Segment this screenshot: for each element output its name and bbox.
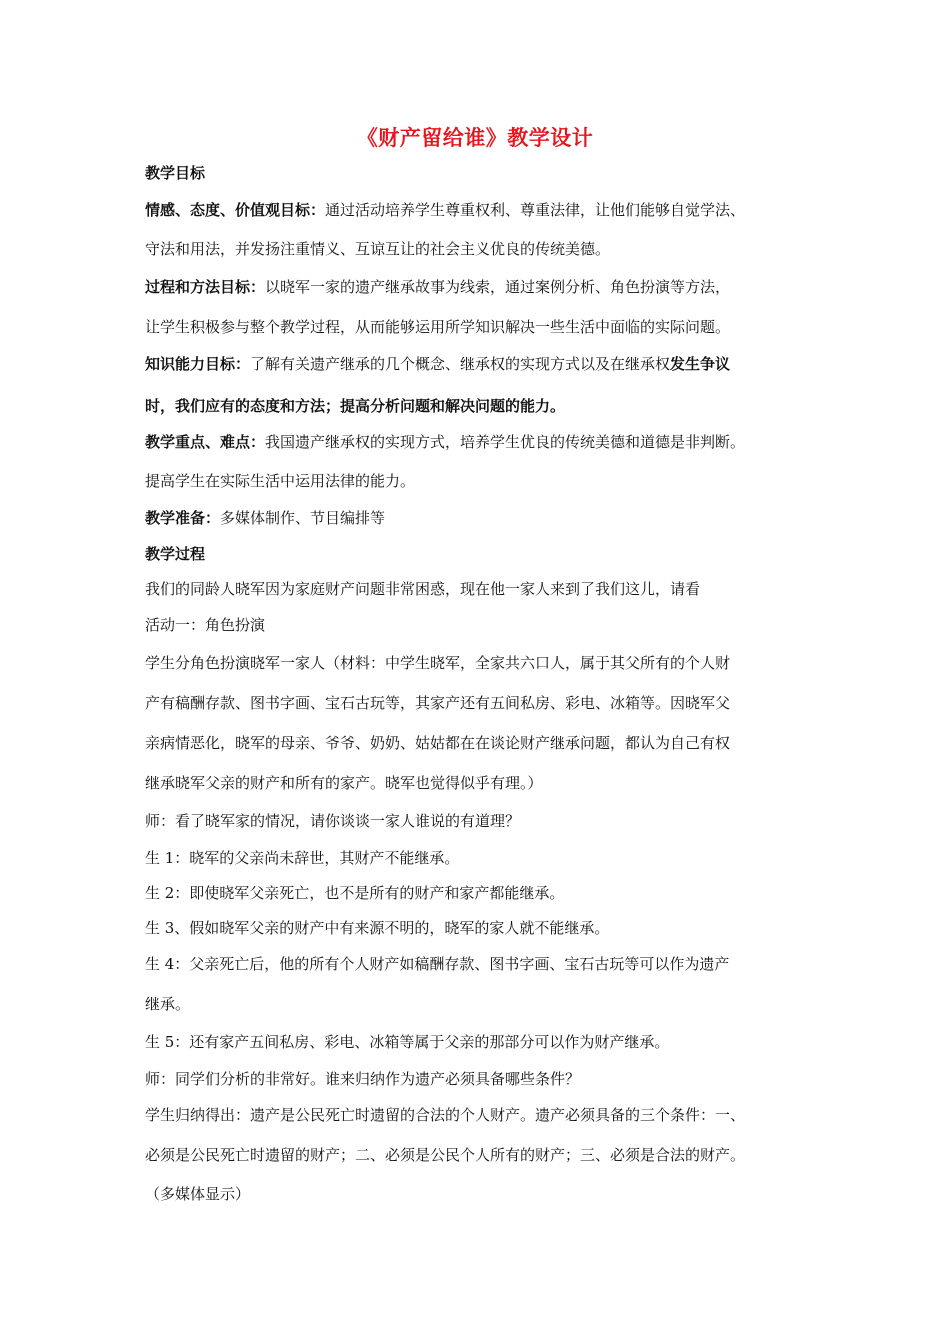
process-goal-line-2: 让学生积极参与整个教学过程，从而能够运用所学知识解决一些生活中面临的实际问题。: [145, 318, 731, 336]
student-1-answer: 生 1：晓军的父亲尚未辞世，其财产不能继承。: [145, 849, 460, 867]
teacher-question-1: 师：看了晓军家的情况，请你谈谈一家人谁说的有道理？: [145, 812, 521, 830]
affective-goal-label: 情感、态度、价值观目标：: [145, 201, 326, 219]
objectives-heading: 教学目标: [145, 164, 206, 182]
roleplay-line-2: 产有稿酬存款、图书字画、宝石古玩等，其家产还有五间私房、彩电、冰箱等。因晓军父: [145, 694, 731, 712]
process-goal-text-1: 以晓军一家的遗产继承故事为线索，通过案例分析、角色扮演等方法，: [265, 278, 731, 296]
affective-goal-line-2: 守法和用法，并发扬注重情义、互谅互让的社会主义优良的传统美德。: [145, 240, 611, 258]
summary-line-1: 学生归纳得出：遗产是公民死亡时遗留的合法的个人财产。遗产必须具备的三个条件：一、: [145, 1106, 746, 1124]
knowledge-goal-bold-text: 发生争议: [670, 355, 731, 373]
student-3-answer: 生 3、假如晓军父亲的财产中有来源不明的，晓军的家人就不能继承。: [145, 919, 610, 937]
key-points-text-1: 我国遗产继承权的实现方式，培养学生优良的传统美德和道德是非判断。: [265, 433, 746, 451]
student-4-answer-line-1: 生 4：父亲死亡后，他的所有个人财产如稿酬存款、图书字画、宝石古玩等可以作为遗产: [145, 955, 730, 973]
roleplay-line-4: 继承晓军父亲的财产和所有的家产。晓军也觉得似乎有理。）: [145, 774, 543, 792]
student-4-answer-line-2: 继承。: [145, 995, 191, 1013]
key-points-line-1: [145, 431, 825, 453]
process-goal-label: 过程和方法目标：: [145, 278, 266, 296]
preparation-line: [145, 507, 825, 529]
multimedia-note: （多媒体显示）: [145, 1185, 251, 1203]
student-2-answer: 生 2：即使晓军父亲死亡，也不是所有的财产和家产都能继承。: [145, 884, 565, 902]
activity-one-heading: 活动一：角色扮演: [145, 616, 266, 634]
preparation-label: 教学准备：: [145, 509, 221, 527]
knowledge-goal-text-1: 了解有关遗产继承的几个概念、继承权的实现方式以及在继承权: [250, 355, 671, 373]
knowledge-goal-line-1: [145, 353, 825, 375]
preparation-text: 多媒体制作、节目编排等: [220, 509, 386, 527]
intro-paragraph: 我们的同龄人晓军因为家庭财产问题非常困惑，现在他一家人来到了我们这儿，请看: [145, 580, 701, 598]
process-heading: 教学过程: [145, 545, 206, 563]
student-5-answer: 生 5：还有家产五间私房、彩电、冰箱等属于父亲的那部分可以作为财产继承。: [145, 1033, 670, 1051]
document-title: 《财产留给谁》教学设计: [356, 126, 594, 150]
key-points-line-2: 提高学生在实际生活中运用法律的能力。: [145, 472, 416, 490]
knowledge-goal-line-2: 时，我们应有的态度和方法；提高分析问题和解决问题的能力。: [145, 397, 566, 415]
teacher-question-2: 师：同学们分析的非常好。谁来归纳作为遗产必须具备哪些条件？: [145, 1070, 581, 1088]
process-goal-line-1: [145, 276, 825, 298]
roleplay-line-1: 学生分角色扮演晓军一家人（材料：中学生晓军，全家共六口人，属于其父所有的个人财: [145, 654, 731, 672]
roleplay-line-3: 亲病情恶化，晓军的母亲、爷爷、奶奶、姑姑都在在谈论财产继承问题，都认为自己有权: [145, 734, 731, 752]
knowledge-goal-label: 知识能力目标：: [145, 355, 251, 373]
affective-goal-line-1: [145, 199, 825, 221]
summary-line-2: 必须是公民死亡时遗留的财产；二、必须是公民个人所有的财产；三、必须是合法的财产。: [145, 1146, 746, 1164]
affective-goal-text-1: 通过活动培养学生尊重权利、尊重法律，让他们能够自觉学法、: [325, 201, 746, 219]
key-points-label: 教学重点、难点：: [145, 433, 266, 451]
